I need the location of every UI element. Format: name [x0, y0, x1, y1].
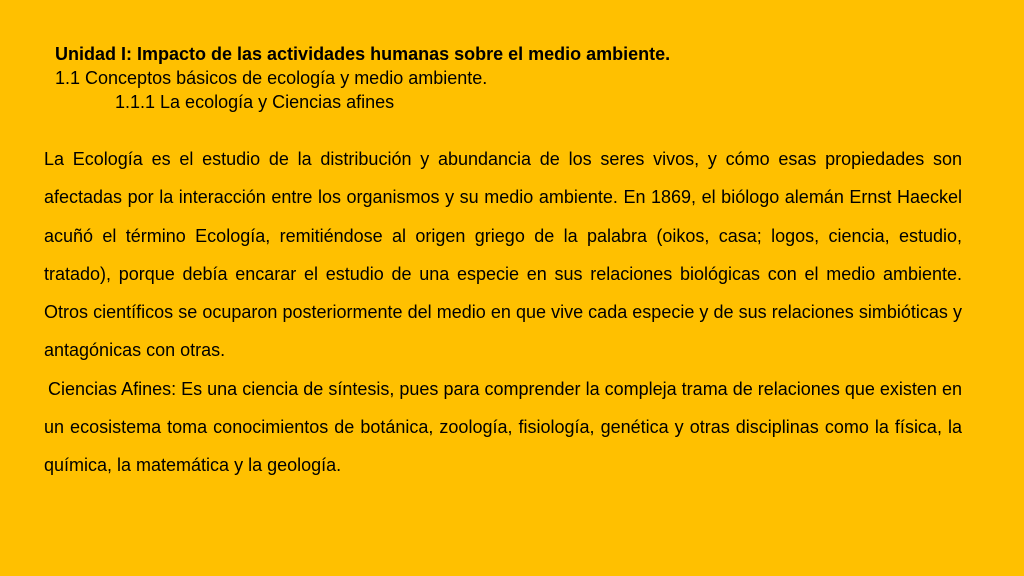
subsection-title: 1.1.1 La ecología y Ciencias afines	[115, 92, 395, 112]
unit-title: Unidad I: Impacto de las actividades humanas sobre el medio ambiente.	[55, 44, 671, 64]
ecology-paragraph: La Ecología es el estudio de la distribución y abundancia de los seres vivos, y cómo esas propiedades son afectadas por la interacción entre los organismos y su medio ambiente. En 1869, el biólogo alemán Ernst Haeckel acuñó el término Ecología, remitiéndose al origen griego de la palabra (oikos, casa; logos, ciencia, estudio, tratado), porque debía encarar el estudio de una especie en sus relaciones biológicas con el medio ambiente. Otros científicos se ocuparon posteriormente del medio en que vive cada especie y de sus relaciones simbióticas y antagónicas con otras.	[44, 149, 962, 361]
heading-block	[55, 42, 955, 114]
body-text	[44, 140, 962, 485]
related-sciences-paragraph: Ciencias Afines: Es una ciencia de síntesis, pues para comprender la compleja trama de relaciones que existen en un ecosistema toma conocimientos de botánica, zoología, fisiología, genética y otras disciplinas como la física, la química, la matemática y la geología.	[44, 378, 962, 476]
section-title: 1.1 Conceptos básicos de ecología y medio ambiente.	[55, 68, 488, 88]
